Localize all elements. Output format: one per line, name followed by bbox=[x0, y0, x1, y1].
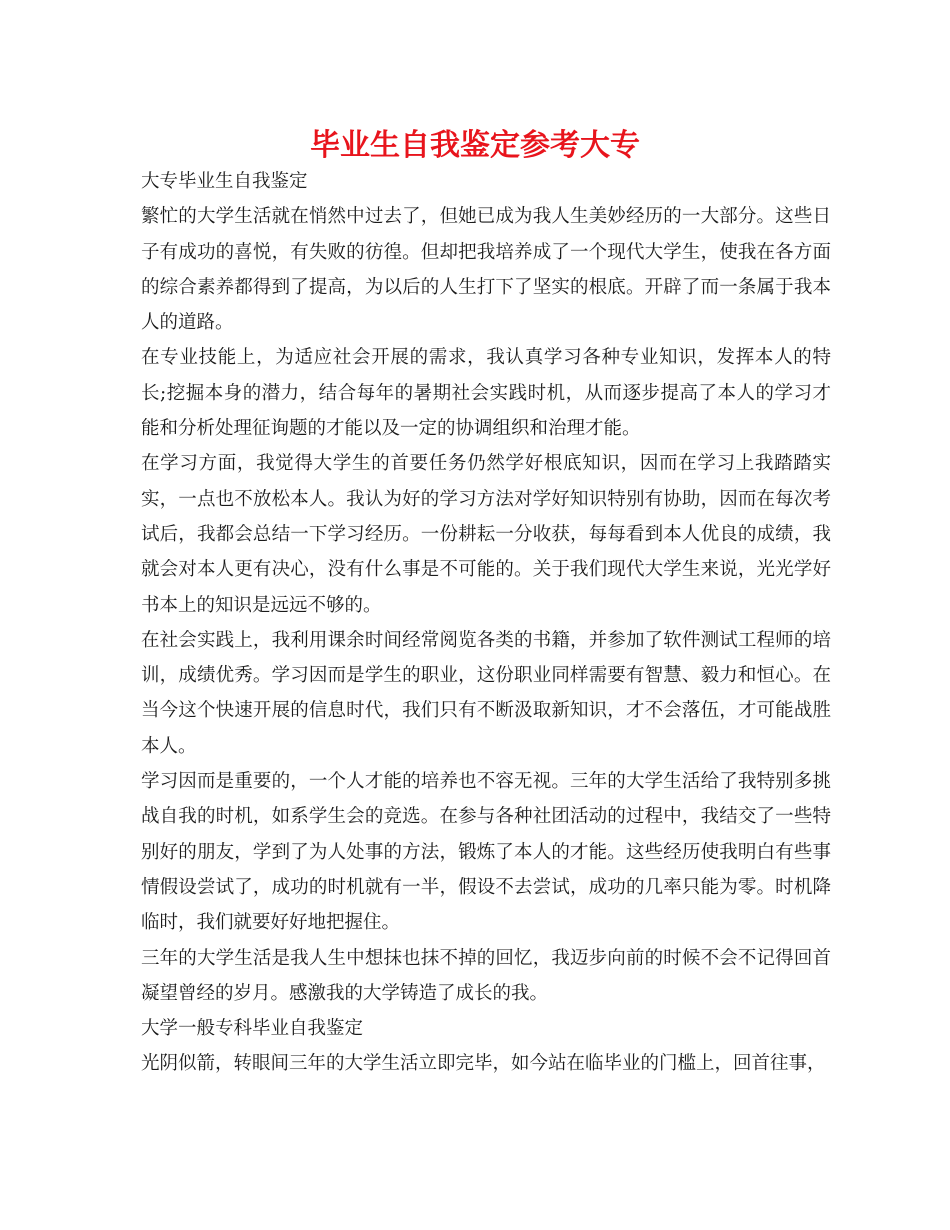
paragraph: 在专业技能上，为适应社会开展的需求，我认真学习各种专业知识，发挥本人的特长;挖掘本身的潜力，结合每年的暑期社会实践时机，从而逐步提高了本人的学习才能和分析处理征询题的才能以及一定的协调组织和治理才能。 bbox=[141, 347, 831, 440]
paragraph: 学习因而是重要的，一个人才能的培养也不容无视。三年的大学生活给了我特别多挑战自我的时机，如系学生会的竞选。在参与各种社团活动的过程中，我结交了一些特别好的朋友，学到了为人处事的方法，锻炼了本人的才能。这些经历使我明白有些事情假设尝试了，成功的时机就有一半，假设不去尝试，成功的几率只能为零。时机降临时，我们就要好好地把握住。 bbox=[141, 771, 831, 934]
paragraph: 三年的大学生活是我人生中想抹也抹不掉的回忆，我迈步向前的时候不会不记得回首凝望曾经的岁月。感激我的大学铸造了成长的我。 bbox=[141, 947, 831, 1004]
paragraph: 光阴似箭，转眼间三年的大学生活立即完毕，如今站在临毕业的门槛上，回首往事， bbox=[141, 1053, 826, 1075]
section-heading: 大学一般专科毕业自我鉴定 bbox=[141, 1018, 364, 1040]
paragraph: 繁忙的大学生活就在悄然中过去了，但她已成为我人生美妙经历的一大部分。这些日子有成功的喜悦，有失败的彷徨。但却把我培养成了一个现代大学生，使我在各方面的综合素养都得到了提高，为以后的人生打下了坚实的根底。开辟了而一条属于我本人的道路。 bbox=[141, 206, 831, 334]
paragraph: 在学习方面，我觉得大学生的首要任务仍然学好根底知识，因而在学习上我踏踏实实，一点也不放松本人。我认为好的学习方法对学好知识特别有协助，因而在每次考试后，我都会总结一下学习经历。一份耕耘一分收获，每每看到本人优良的成绩，我就会对本人更有决心，没有什么事是不可能的。关于我们现代大学生来说，光光学好书本上的知识是远远不够的。 bbox=[141, 453, 831, 616]
document-title: 毕业生自我鉴定参考大专 bbox=[310, 128, 640, 163]
section-heading: 大专毕业生自我鉴定 bbox=[141, 171, 308, 192]
paragraph: 在社会实践上，我利用课余时间经常阅览各类的书籍，并参加了软件测试工程师的培训，成绩优秀。学习因而是学生的职业，这份职业同样需要有智慧、毅力和恒心。在当今这个快速开展的信息时代，我们只有不断汲取新知识，才不会落伍，才可能战胜本人。 bbox=[141, 629, 831, 757]
document-body bbox=[141, 164, 831, 1082]
